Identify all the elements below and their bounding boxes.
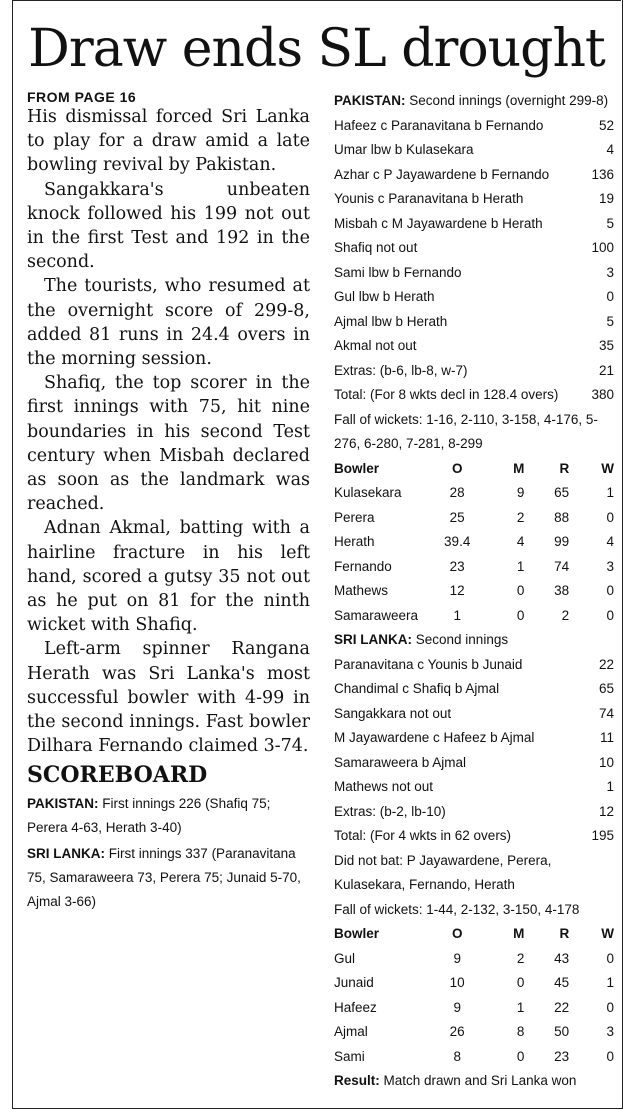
batting-row <box>334 800 614 825</box>
innings-title: Second innings <box>415 632 509 647</box>
bowler-name: Samaraweera <box>334 607 419 623</box>
batting-row <box>334 261 614 286</box>
runs: 5 <box>606 215 614 231</box>
bowling-figure: 8 <box>453 1048 461 1064</box>
batting-row <box>334 187 614 212</box>
team-label: PAKISTAN: <box>27 796 99 812</box>
pakistan-batting-list <box>334 114 614 408</box>
bowling-figure: 0 <box>516 975 525 990</box>
paragraph: His dismissal forced Sri Lanka to play for a draw amid a late bowling revival by Pakistan. <box>27 107 310 176</box>
bowling-figure: 9 <box>516 485 525 500</box>
runs: 74 <box>598 705 614 721</box>
bowling-figure: 22 <box>554 999 570 1015</box>
pakistan-first-innings <box>27 792 310 840</box>
batsman-entry: Sami lbw b Fernando <box>334 264 462 280</box>
match-result <box>334 1069 614 1094</box>
innings-title: Second innings (overnight 299-8) <box>409 93 609 108</box>
batsman-entry: Chandimal c Shafiq b Ajmal <box>334 681 500 696</box>
bowling-row <box>334 1020 614 1045</box>
batting-row <box>334 138 614 163</box>
batting-row <box>334 726 614 751</box>
pakistan-bowling-table <box>334 457 614 629</box>
result-text: Match drawn and Sri Lanka won <box>383 1073 577 1088</box>
bowling-row <box>334 530 614 555</box>
paragraph: Shafiq, the top scorer in the first innings with 75, hit nine boundaries in his second Test century when Misbah declared as soon as the landmark was reached. <box>27 373 310 515</box>
bowling-figure: 38 <box>554 583 570 598</box>
bowling-figure: 25 <box>449 509 465 525</box>
batsman-entry: Total: (For 4 wkts in 62 overs) <box>334 828 512 843</box>
team-label: SRI LANKA: <box>334 632 412 647</box>
bowling-figure: 23 <box>554 1048 570 1064</box>
bowler-name: Ajmal <box>334 1024 368 1039</box>
srilanka-batting-list <box>334 653 614 849</box>
result-label: Result: <box>334 1073 380 1088</box>
batting-row <box>334 236 614 261</box>
batting-row <box>334 677 614 702</box>
column-header: M <box>513 926 525 941</box>
kicker: FROM PAGE 16 <box>27 89 137 105</box>
bowling-figure: 0 <box>606 1048 614 1064</box>
runs: 12 <box>598 803 614 819</box>
bowling-figure: 39.4 <box>444 534 471 549</box>
bowling-figure: 2 <box>516 950 525 966</box>
runs: 195 <box>591 828 614 843</box>
bowling-figure: 65 <box>554 485 570 500</box>
bowling-figure: 23 <box>449 558 465 574</box>
runs: 380 <box>591 387 614 402</box>
runs: 65 <box>598 681 614 696</box>
bowling-figure: 9 <box>453 999 461 1015</box>
batting-row <box>334 114 614 139</box>
batting-row <box>334 775 614 800</box>
paragraph: The tourists, who resumed at the overnight score of 299-8, added 81 runs in 24.4 overs in the morning session. <box>27 276 310 370</box>
team-label: PAKISTAN: <box>334 93 406 108</box>
bowling-row <box>334 579 614 604</box>
bowling-figure: 4 <box>606 534 614 549</box>
bowling-figure: 10 <box>449 975 465 990</box>
bowling-figure: 0 <box>606 583 614 598</box>
batsman-entry: Younis c Paranavitana b Herath <box>334 191 524 206</box>
bowling-figure: 3 <box>606 1024 614 1039</box>
bowling-figure: 0 <box>606 509 614 525</box>
runs: 4 <box>606 142 614 157</box>
batsman-entry: Umar lbw b Kulasekara <box>334 142 474 157</box>
scoreboard-title: SCOREBOARD <box>27 762 208 789</box>
bowling-header-row <box>334 922 614 947</box>
srilanka-first-innings <box>27 842 310 914</box>
bowler-name: Herath <box>334 534 375 549</box>
bowler-name: Junaid <box>334 975 374 990</box>
bowling-row <box>334 555 614 580</box>
bowling-figure: 45 <box>554 975 570 990</box>
runs: 22 <box>598 656 614 672</box>
innings-summary: First innings 226 (Shafiq 75; Perera 4-63, Herath 3-40) <box>27 796 271 836</box>
column-header: Bowler <box>334 460 380 476</box>
bowling-figure: 0 <box>516 1048 525 1064</box>
runs: 0 <box>606 289 614 304</box>
scorecard-column <box>334 89 614 1094</box>
batting-row <box>334 383 614 408</box>
runs: 10 <box>598 754 614 770</box>
bowling-figure: 0 <box>516 607 525 623</box>
runs: 100 <box>591 240 614 255</box>
bowling-figure: 0 <box>606 950 614 966</box>
bowling-figure: 1 <box>453 607 461 623</box>
srilanka-bowling-table <box>334 922 614 1069</box>
bowling-figure: 1 <box>606 485 614 500</box>
paragraph: Adnan Akmal, batting with a hairline fracture in his left hand, scored a gutsy 35 not out as he put on 81 for the ninth wicket with Shafiq. <box>27 518 310 636</box>
bowling-figure: 88 <box>554 509 570 525</box>
team-label: SRI LANKA: <box>27 846 105 862</box>
paragraph: Left-arm spinner Rangana Herath was Sri Lanka's most successful bowler with 4-99 in the second innings. Fast bowler Dilhara Fernando claimed 3-74. <box>27 639 310 757</box>
bowling-figure: 8 <box>516 1024 525 1039</box>
batsman-entry: M Jayawardene c Hafeez b Ajmal <box>334 730 535 745</box>
bowling-figure: 28 <box>449 485 465 500</box>
bowler-name: Hafeez <box>334 999 377 1015</box>
bowling-header-row <box>334 457 614 482</box>
runs: 35 <box>598 338 614 353</box>
batsman-entry: Sangakkara not out <box>334 705 452 721</box>
batting-row <box>334 751 614 776</box>
bowling-row <box>334 971 614 996</box>
column-header: O <box>451 460 463 476</box>
bowler-name: Kulasekara <box>334 485 402 500</box>
bowling-figure: 2 <box>561 607 570 623</box>
batting-row <box>334 285 614 310</box>
column-header: R <box>559 460 570 476</box>
batsman-entry: Azhar c P Jayawardene b Fernando <box>334 166 550 182</box>
bowler-name: Sami <box>334 1048 365 1064</box>
column-header: W <box>601 460 614 476</box>
srilanka-second-innings-header <box>334 628 614 653</box>
bowler-name: Fernando <box>334 558 392 574</box>
bowling-figure: 4 <box>516 534 525 549</box>
batsman-entry: Extras: (b-6, lb-8, w-7) <box>334 362 468 378</box>
pakistan-second-innings-header <box>334 89 614 114</box>
column-header: Bowler <box>334 926 380 941</box>
paragraph: Sangakkara's unbeaten knock followed his 199 not out in the first Test and 192 in the second. <box>27 179 310 273</box>
bowling-figure: 1 <box>516 999 525 1015</box>
bowling-row <box>334 506 614 531</box>
bowling-figure: 50 <box>554 1024 570 1039</box>
bowling-figure: 0 <box>516 583 525 598</box>
bowling-figure: 99 <box>554 534 570 549</box>
runs: 21 <box>598 362 614 378</box>
bowling-figure: 74 <box>554 558 570 574</box>
batting-row <box>334 702 614 727</box>
runs: 3 <box>606 264 614 280</box>
bowler-name: Mathews <box>334 583 389 598</box>
article-text <box>27 105 310 758</box>
bowling-figure: 12 <box>449 583 465 598</box>
batsman-entry: Akmal not out <box>334 338 417 353</box>
batsman-entry: Total: (For 8 wkts decl in 128.4 overs) <box>334 387 559 402</box>
batsman-entry: Extras: (b-2, lb-10) <box>334 803 446 819</box>
bowling-figure: 43 <box>554 950 570 966</box>
srilanka-fall-of-wickets: Fall of wickets: 1-44, 2-132, 3-150, 4-178 <box>334 901 580 917</box>
bowler-name: Perera <box>334 509 375 525</box>
runs: 19 <box>598 191 614 206</box>
runs: 136 <box>591 166 614 182</box>
pakistan-fall-of-wickets: Fall of wickets: 1-16, 2-110, 3-158, 4-176, 5-276, 6-280, 7-281, 8-299 <box>334 411 598 451</box>
batsman-entry: Paranavitana c Younis b Junaid <box>334 656 523 672</box>
batting-row <box>334 824 614 849</box>
column-header: O <box>451 926 463 941</box>
batting-row <box>334 334 614 359</box>
bowling-row <box>334 947 614 972</box>
bowling-figure: 3 <box>606 558 614 574</box>
runs: 5 <box>606 313 614 329</box>
bowling-figure: 1 <box>606 975 614 990</box>
batsman-entry: Samaraweera b Ajmal <box>334 754 467 770</box>
batsman-entry: Gul lbw b Herath <box>334 289 435 304</box>
batting-row <box>334 212 614 237</box>
bowling-figure: 1 <box>516 558 525 574</box>
batsman-entry: Shafiq not out <box>334 240 418 255</box>
column-header: M <box>513 460 525 476</box>
runs: 52 <box>598 117 614 133</box>
runs: 11 <box>599 730 614 745</box>
batsman-entry: Hafeez c Paranavitana b Fernando <box>334 117 544 133</box>
headline: Draw ends SL drought <box>28 19 605 79</box>
runs: 1 <box>606 779 614 794</box>
column-header: W <box>601 926 614 941</box>
bowling-figure: 0 <box>606 607 614 623</box>
innings-summary: First innings 337 (Paranavitana 75, Samaraweera 73, Perera 75; Junaid 5-70, Ajmal 3-66) <box>27 846 301 910</box>
batting-row <box>334 653 614 678</box>
bowling-row <box>334 1045 614 1070</box>
bowling-row <box>334 996 614 1021</box>
batting-row <box>334 359 614 384</box>
did-not-bat: Did not bat: P Jayawardene, Perera, Kulasekara, Fernando, Herath <box>334 852 552 892</box>
batting-row <box>334 310 614 335</box>
bowling-row <box>334 604 614 629</box>
article-body-column <box>27 89 310 914</box>
batsman-entry: Ajmal lbw b Herath <box>334 313 448 329</box>
bowling-row <box>334 481 614 506</box>
batting-row <box>334 163 614 188</box>
bowling-figure: 26 <box>449 1024 465 1039</box>
bowler-name: Gul <box>334 950 356 966</box>
column-header: R <box>559 926 570 941</box>
bowling-figure: 2 <box>516 509 525 525</box>
batsman-entry: Misbah c M Jayawardene b Herath <box>334 215 543 231</box>
bowling-figure: 9 <box>453 950 461 966</box>
bowling-figure: 0 <box>606 999 614 1015</box>
batsman-entry: Mathews not out <box>334 779 434 794</box>
